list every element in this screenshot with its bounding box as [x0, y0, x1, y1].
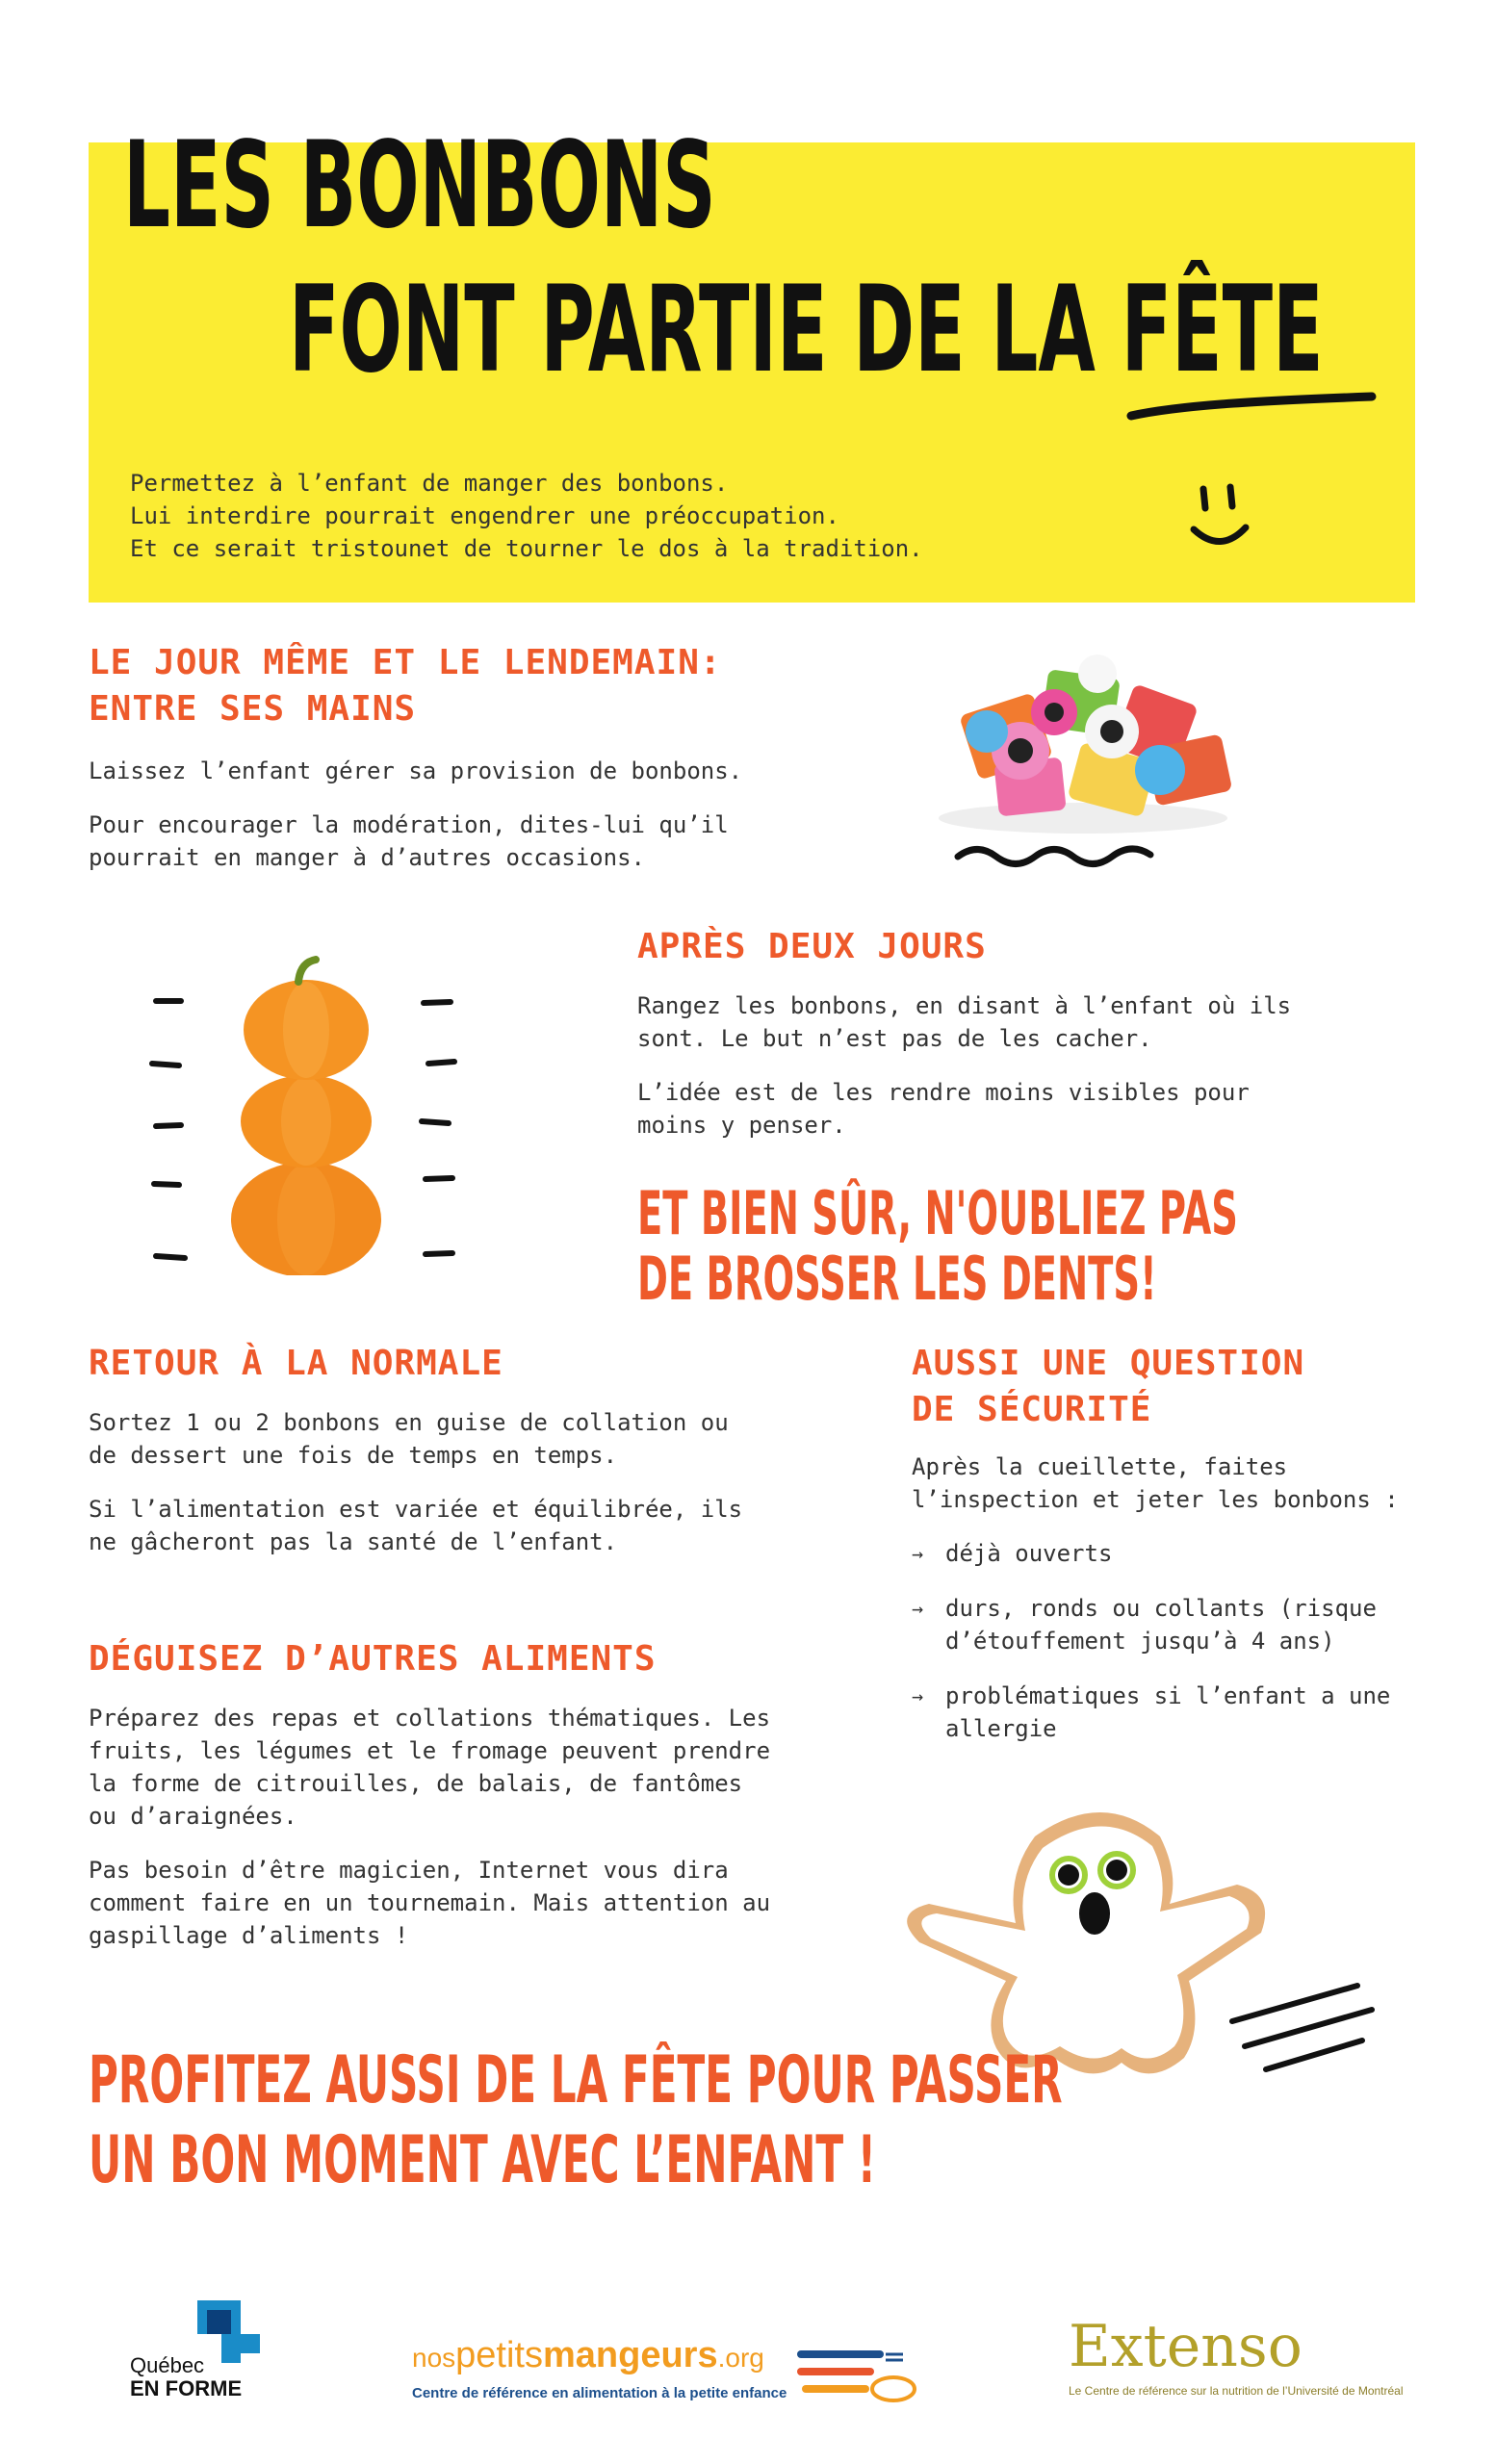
section3-body — [89, 1406, 762, 1579]
utensils-icon — [797, 2341, 922, 2408]
candy-pile-image — [929, 635, 1237, 847]
closing-line1: PROFITEZ AUSSI DE LA FÊTE POUR PASSER — [89, 2042, 1063, 2118]
section5-paragraph-2: Pas besoin d’être magicien, Internet vous dira comment faire en un tournemain. Mais attention au gaspillage d’aliments ! — [89, 1857, 771, 1949]
extenso-logo[interactable] — [1069, 2315, 1454, 2411]
intro-line-3: Et ce serait tristounet de tourner le dos à la tradition. — [130, 535, 923, 562]
npm-prefix: nos — [412, 2343, 456, 2373]
intro-line-1: Permettez à l’enfant de manger des bonbons. — [130, 470, 729, 497]
section5-body — [89, 1702, 782, 1973]
intro-line-2: Lui interdire pourrait engendrer une préoccupation. — [130, 502, 839, 529]
squiggle-doodle — [953, 837, 1160, 876]
section2-body — [637, 989, 1292, 1163]
section2-paragraph-2: L’idée est de les rendre moins visibles pour moins y penser. — [637, 1079, 1250, 1139]
list-item: → durs, ronds ou collants (risque d’étouffement jusqu’à 4 ans) — [912, 1592, 1412, 1657]
npm-tagline: Centre de référence en alimentation à la petite enfance — [412, 2385, 787, 2401]
section3-heading: RETOUR À LA NORMALE — [89, 1344, 503, 1383]
npm-suffix: .org — [717, 2343, 764, 2373]
section4-body — [912, 1450, 1412, 1767]
section5-heading: DÉGUISEZ D’AUTRES ALIMENTS — [89, 1639, 657, 1679]
section1-heading-line2: ENTRE SES MAINS — [89, 689, 417, 729]
teeth-callout-line2: DE BROSSER LES DENTS! — [637, 1244, 1157, 1314]
intro-text — [130, 467, 1093, 565]
section2-paragraph-1: Rangez les bonbons, en disant à l’enfant où ils sont. Le but n’est pas de les cacher. — [637, 992, 1292, 1052]
smiley-doodle — [1186, 479, 1263, 556]
section2-heading: APRÈS DEUX JOURS — [637, 927, 987, 966]
teeth-callout-line1: ET BIEN SÛR, N'OUBLIEZ PAS — [637, 1178, 1239, 1248]
npm-mangeurs: mangeurs — [542, 2335, 718, 2375]
closing-line2: UN BON MOMENT AVEC L’ENFANT ! — [89, 2122, 877, 2198]
page-title-line1: LES BONBONS — [123, 116, 716, 255]
section4-heading — [912, 1341, 1451, 1433]
list-item: → problématiques si l’enfant a une allergie — [912, 1680, 1412, 1745]
section3-paragraph-2: Si l’alimentation est variée et équilibrée, ils ne gâcheront pas la santé de l’enfant. — [89, 1496, 743, 1555]
section5-paragraph-1: Préparez des repas et collations thématiques. Les fruits, les légumes et le fromage peuvent prendre la forme de citrouilles, de balais, de fantômes ou d’araignées. — [89, 1705, 771, 1830]
title-underline — [1126, 387, 1377, 425]
quebec-en-forme-logo[interactable] — [130, 2296, 274, 2401]
page-title-line2: FONT PARTIE DE LA FÊTE — [289, 261, 1324, 399]
section1-paragraph-1: Laissez l’enfant gérer sa provision de bonbons. — [89, 757, 743, 784]
section3-paragraph-1: Sortez 1 ou 2 bonbons en guise de collation ou de dessert une fois de temps en temps. — [89, 1409, 729, 1469]
section1-paragraph-2: Pour encourager la modération, dites-lui qu’il pourrait en manger à d’autres occasions. — [89, 811, 729, 871]
section4-heading-line2: DE SÉCURITÉ — [912, 1390, 1152, 1429]
list-item: → déjà ouverts — [912, 1537, 1412, 1570]
pumpkin-stack-image — [144, 948, 472, 1275]
extenso-wordmark: Extenso — [1069, 2313, 1303, 2380]
section1-body — [89, 755, 820, 895]
section1-heading — [89, 640, 955, 732]
section4-heading-line1: AUSSI UNE QUESTION — [912, 1344, 1305, 1383]
safety-list — [912, 1537, 1412, 1745]
section4-intro: Après la cueillette, faites l’inspection et jeter les bonbons : — [912, 1453, 1399, 1513]
extenso-tagline: Le Centre de référence sur la nutrition de l’Université de Montréal — [1069, 2384, 1404, 2398]
section1-heading-line1: LE JOUR MÊME ET LE LENDEMAIN: — [89, 643, 722, 682]
quebec-logo-text-line1: Québec — [130, 2353, 205, 2377]
quebec-logo-text-line2: EN FORME — [130, 2376, 243, 2400]
nospetitsmangeurs-logo[interactable] — [412, 2335, 932, 2416]
npm-petits: petits — [455, 2335, 543, 2375]
